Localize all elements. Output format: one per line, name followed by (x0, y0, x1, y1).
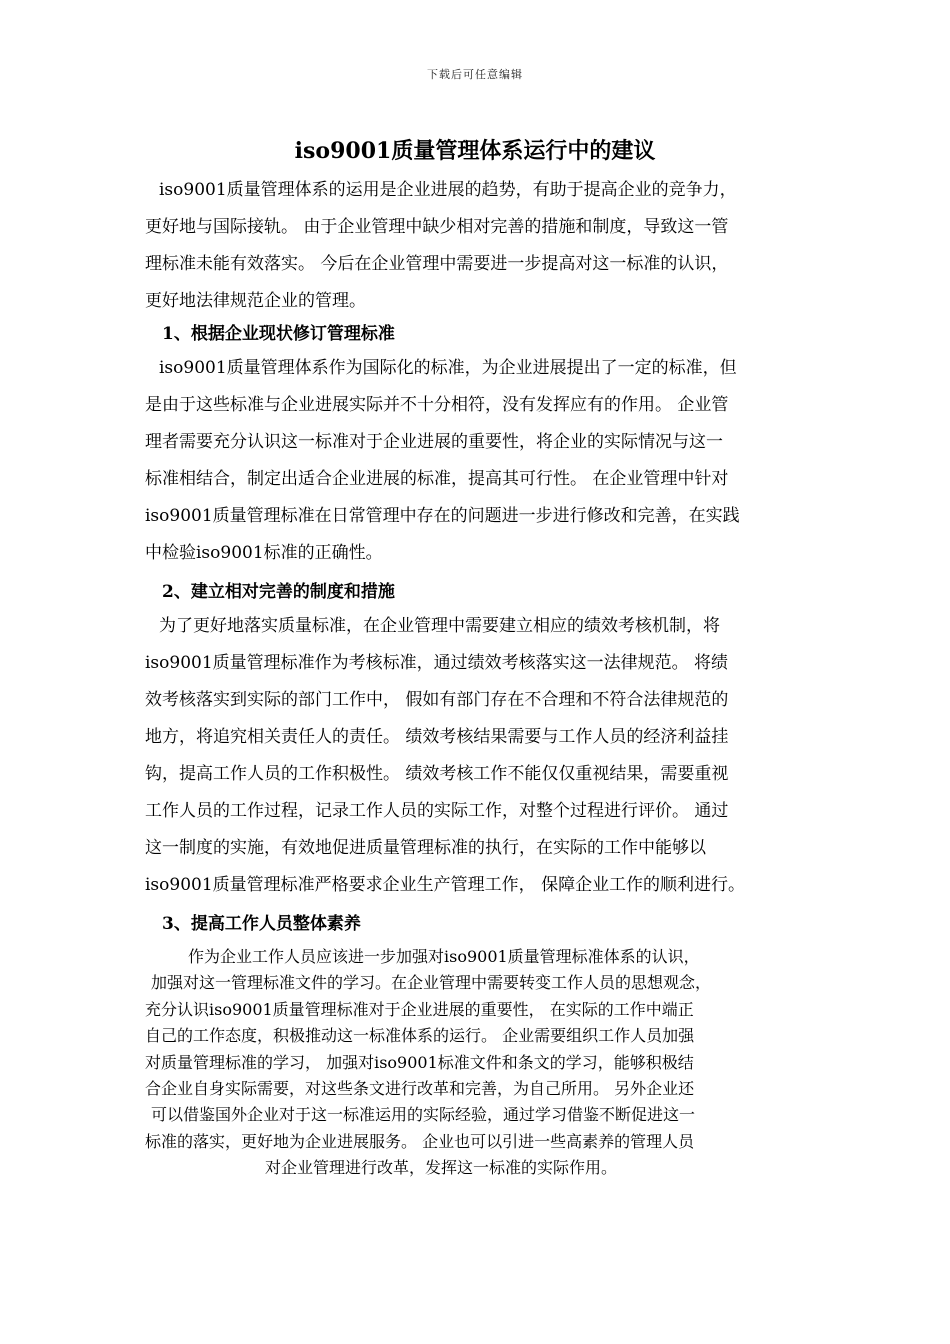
intro-paragraph (145, 172, 810, 320)
document-title: iso9001质量管理体系运行中的建议 (294, 138, 656, 164)
section-heading-2: 2、建立相对完善的制度和措施 (162, 582, 395, 602)
paragraph-line: iso9001质量管理体系的运用是企业进展的趋势，有助于提高企业的竞争力， (159, 180, 737, 200)
paragraph-line: 理标准未能有效落实。 今后在企业管理中需要进一步提高对这一标准的认识， (145, 254, 729, 274)
paragraph-line: iso9001质量管理体系作为国际化的标准，为企业进展提出了一定的标准，但 (159, 358, 737, 378)
paragraph-line: 效考核落实到实际的部门工作中， 假如有部门存在不合理和不符合法律规范的 (145, 690, 729, 710)
paragraph-line: 标准的落实，更好地为企业进展服务。 企业也可以引进一些高素养的管理人员 (145, 1131, 695, 1151)
paragraph-line: iso9001质量管理标准在日常管理中存在的问题进一步进行修改和完善，在实践 (145, 506, 740, 526)
paragraph-line: 对企业管理进行改革，发挥这一标准的实际作用。 (265, 1158, 618, 1178)
paragraph-line: 更好地与国际接轨。 由于企业管理中缺少相对完善的措施和制度，导致这一管 (145, 217, 729, 237)
paragraph-line: 理者需要充分认识这一标准对于企业进展的重要性，将企业的实际情况与这一 (145, 432, 723, 452)
paragraph-line: 作为企业工作人员应该进一步加强对iso9001质量管理标准体系的认识， (188, 947, 700, 966)
paragraph-line: 对质量管理标准的学习， 加强对iso9001标准文件和条文的学习，能够积极结 (145, 1052, 694, 1072)
paragraph-line: 工作人员的工作过程，记录工作人员的实际工作，对整个过程进行评价。 通过 (145, 801, 729, 821)
paragraph-line: 充分认识iso9001质量管理标准对于企业进展的重要性， 在实际的工作中端正 (145, 999, 694, 1019)
paragraph-line: 这一制度的实施，有效地促进质量管理标准的执行，在实际的工作中能够以 (145, 838, 706, 858)
paragraph-line: 为了更好地落实质量标准，在企业管理中需要建立相应的绩效考核机制，将 (159, 616, 720, 636)
paragraph-line: 更好地法律规范企业的管理。 (145, 291, 366, 311)
paragraph-line: 钩，提高工作人员的工作积极性。 绩效考核工作不能仅仅重视结果，需要重视 (145, 764, 729, 784)
paragraph-line: 加强对这一管理标准文件的学习。在企业管理中需要转变工作人员的思想观念， (151, 973, 712, 993)
paragraph-line: iso9001质量管理标准作为考核标准，通过绩效考核落实这一法律规范。 将绩 (145, 653, 729, 673)
section-1-paragraph (145, 350, 810, 572)
paragraph-line: 地方，将追究相关责任人的责任。 绩效考核结果需要与工作人员的经济利益挂 (145, 727, 729, 747)
paragraph-line: 自己的工作态度，积极推动这一标准体系的运行。 企业需要组织工作人员加强 (145, 1026, 695, 1046)
paragraph-line: 标准相结合，制定出适合企业进展的标准，提高其可行性。 在企业管理中针对 (145, 469, 729, 489)
paragraph-line: iso9001质量管理标准严格要求企业生产管理工作， 保障企业工作的顺利进行。 (145, 875, 746, 895)
page-header-note: 下载后可任意编辑 (427, 68, 523, 81)
section-2-paragraph (145, 608, 810, 904)
paragraph-line: 中检验iso9001标准的正确性。 (145, 543, 383, 563)
section-heading-3: 3、提高工作人员整体素养 (162, 914, 361, 934)
paragraph-line: 合企业自身实际需要，对这些条文进行改革和完善，为自己所用。 另外企业还 (145, 1079, 695, 1099)
section-heading-1: 1、根据企业现状修订管理标准 (162, 324, 395, 344)
paragraph-line: 是由于这些标准与企业进展实际并不十分相符，没有发挥应有的作用。 企业管 (145, 395, 729, 415)
section-3-paragraph (145, 944, 810, 1182)
paragraph-line: 可以借鉴国外企业对于这一标准运用的实际经验，通过学习借鉴不断促进这一 (151, 1105, 696, 1125)
